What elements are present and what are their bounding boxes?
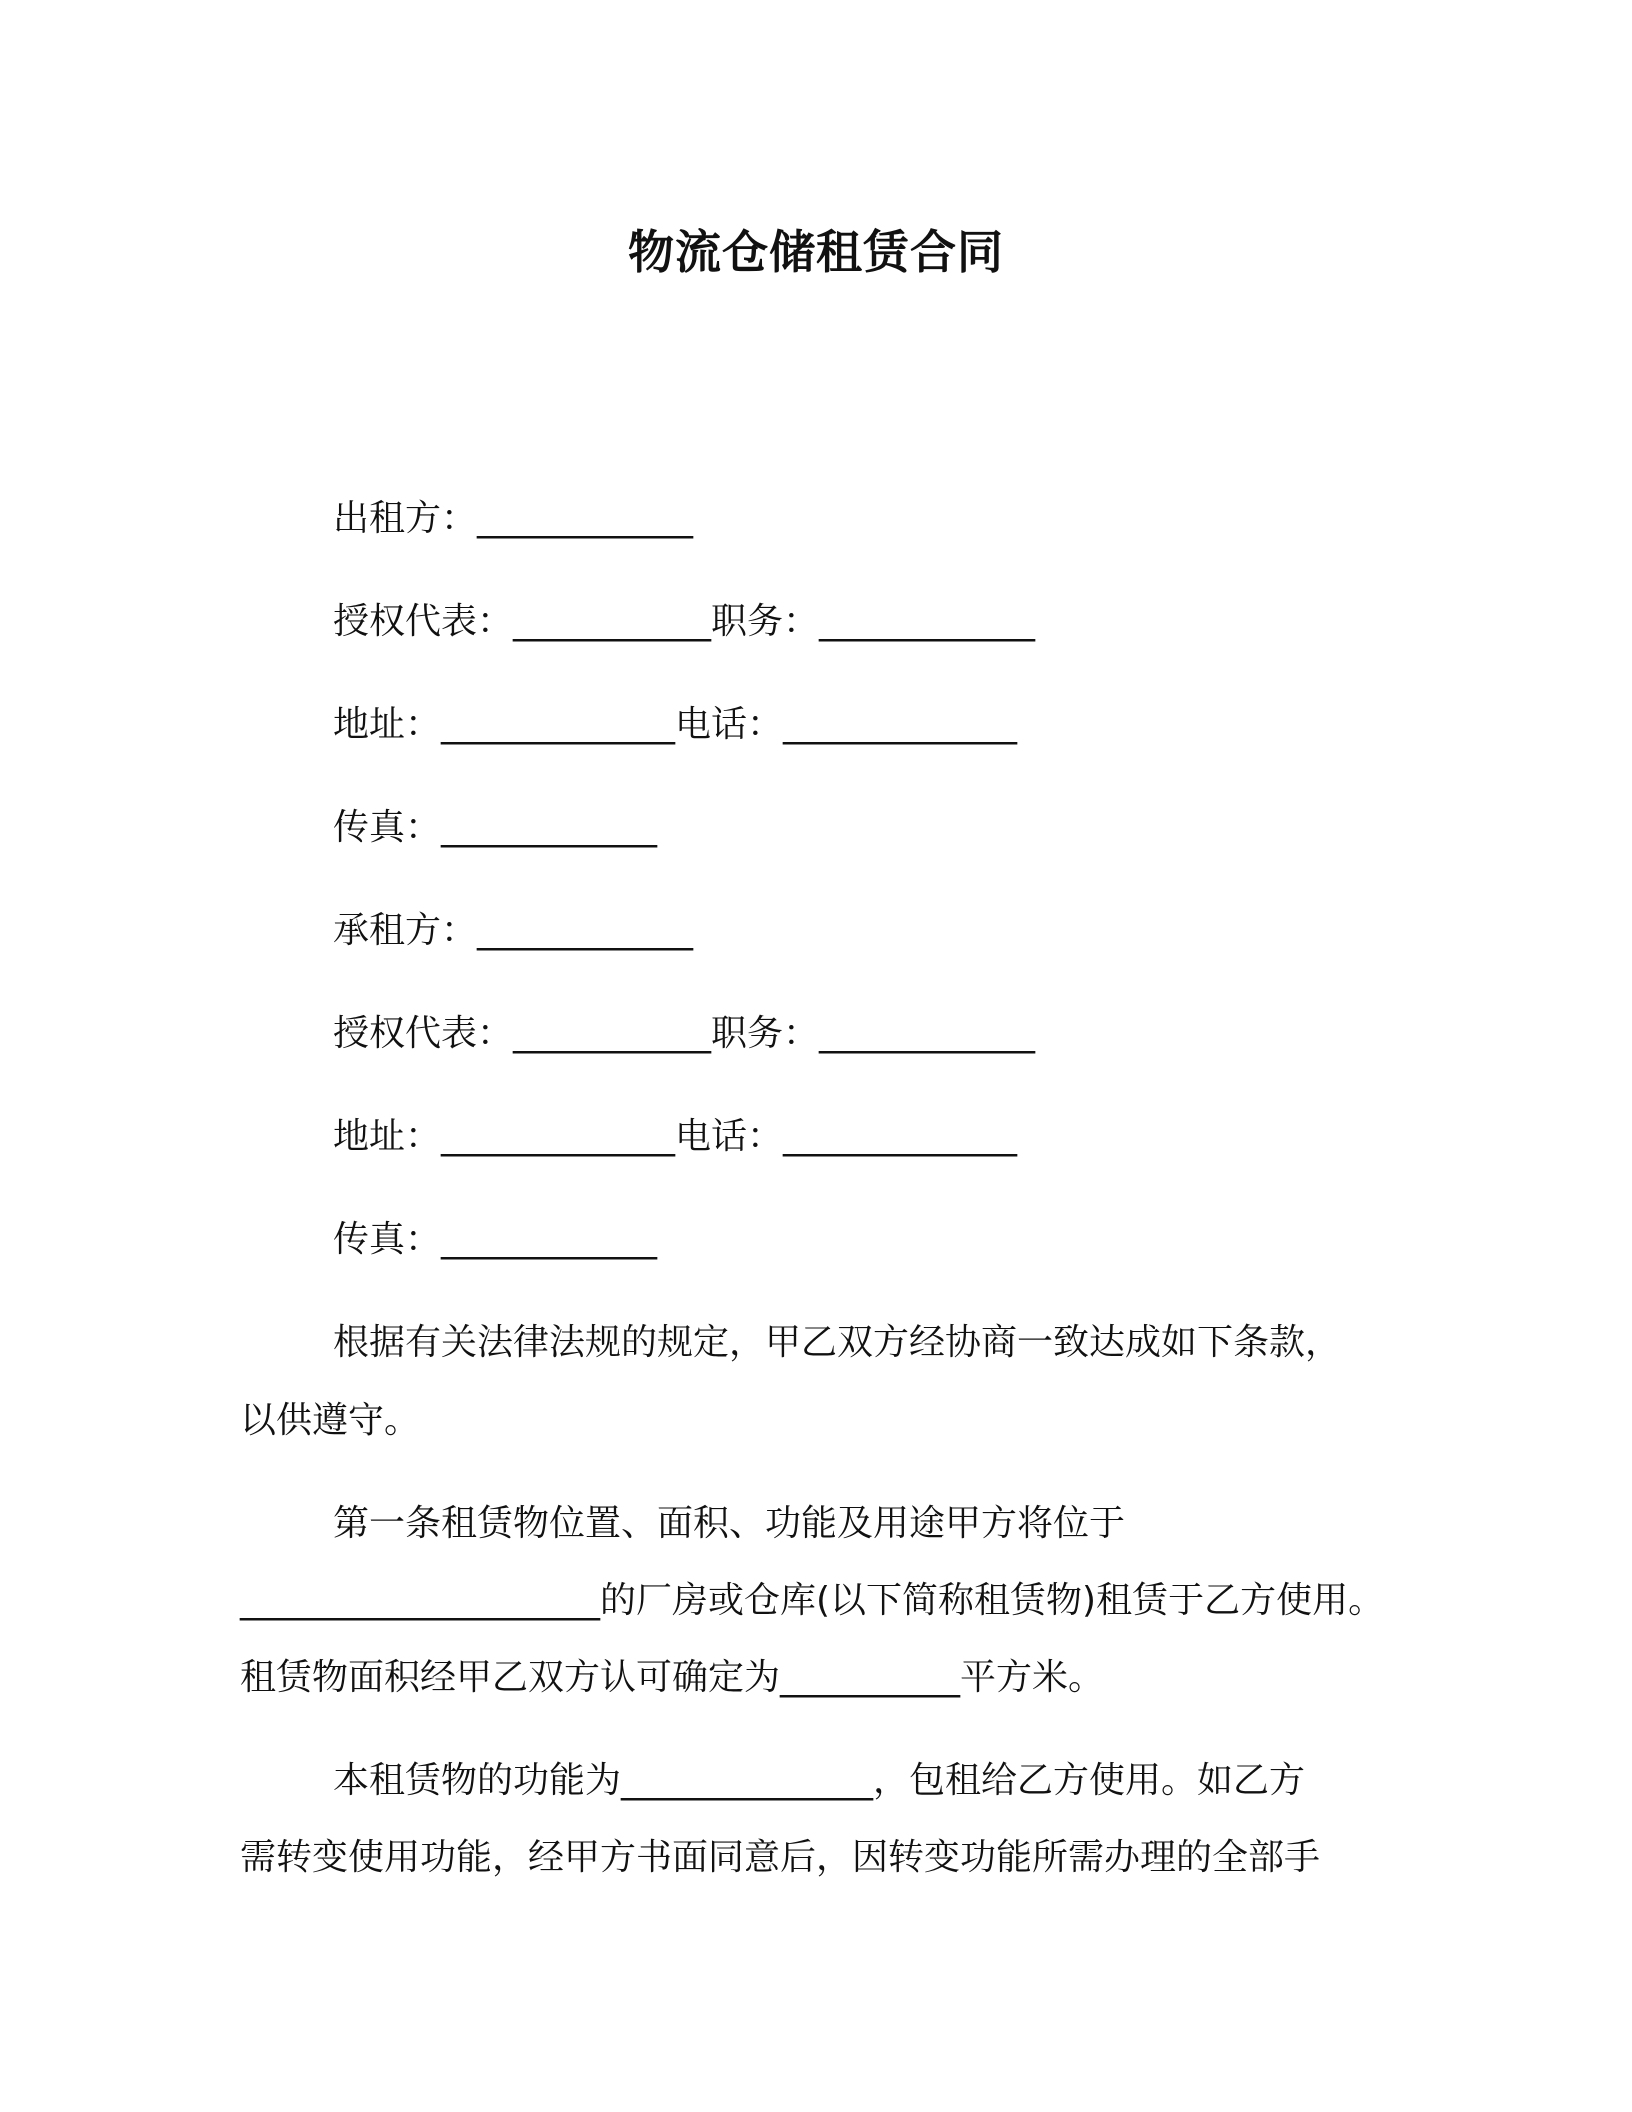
article-one-line-2: ____________________的厂房或仓库(以下简称租赁物)租赁于乙方使用。	[240, 1580, 1385, 1621]
function-paragraph-line-1: 本租赁物的功能为______________，包租给乙方使用。如乙方	[333, 1760, 1306, 1801]
lessor-fax-line: 传真：____________	[333, 807, 658, 848]
document-title: 物流仓储租赁合同	[628, 225, 1004, 279]
preamble-line-1: 根据有关法律法规的规定，甲乙双方经协商一致达成如下条款，	[333, 1322, 1342, 1363]
lessor-line: 出租方：____________	[333, 498, 694, 539]
lessee-representative-line: 授权代表：___________职务：____________	[333, 1013, 1036, 1054]
lessee-fax-line: 传真：____________	[333, 1219, 658, 1260]
lessor-representative-line: 授权代表：___________职务：____________	[333, 601, 1036, 642]
article-one-line-1: 第一条租赁物位置、面积、功能及用途甲方将位于	[333, 1503, 1126, 1544]
lessee-address-line: 地址：_____________电话：_____________	[333, 1116, 1018, 1157]
preamble-line-2: 以供遵守。	[240, 1400, 421, 1441]
article-one-line-3: 租赁物面积经甲乙双方认可确定为__________平方米。	[240, 1657, 1105, 1698]
lessee-line: 承租方：____________	[333, 910, 694, 951]
lessor-address-line: 地址：_____________电话：_____________	[333, 704, 1018, 745]
function-paragraph-line-2: 需转变使用功能，经甲方书面同意后，因转变功能所需办理的全部手	[240, 1837, 1321, 1878]
